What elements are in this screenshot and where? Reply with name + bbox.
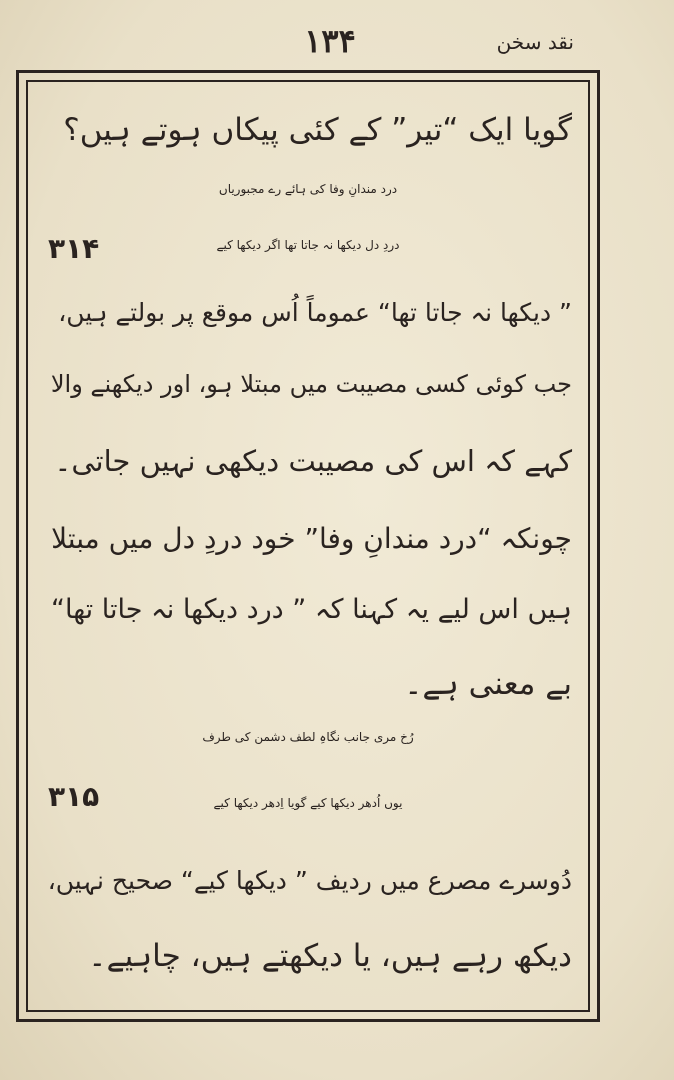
verse-314-line-1: درد مندانِ وفا کی ہائے رے مجبوریاں <box>218 182 398 196</box>
commentary-314-line: بے معنی ہے۔ <box>404 666 572 702</box>
verse-314-line-2: دردِ دل دیکھا نہ جاتا تھا اگر دیکھا کیے <box>216 238 400 252</box>
commentary-314-line: جب کوئی کسی مصیبت میں مبتلا ہو، اور دیکھنے والا <box>50 370 572 398</box>
running-title: نقد سخن <box>496 30 574 54</box>
page-body <box>34 90 582 1002</box>
page-number: ۱۳۴ <box>304 22 356 60</box>
commentary-315-line: دیکھ رہے ہیں، یا دیکھتے ہیں، چاہیے۔ <box>88 938 572 974</box>
verse-315-line-1: رُخ مری جانب نگاہِ لطف دشمن کی طرف <box>202 730 414 744</box>
verse-315-number: ۳۱۵ <box>48 780 100 813</box>
opening-line: گویا ایک “تیر” کے کئی پیکاں ہوتے ہیں؟ <box>63 112 572 148</box>
commentary-315-line: دُوسرے مصرع میں ردیف ” دیکھا کیے“ صحیح نہیں، <box>47 866 572 895</box>
commentary-314-line: ” دیکھا نہ جاتا تھا“ عموماً اُس موقع پر بولتے ہیں، <box>58 298 572 327</box>
commentary-314-line: کہے کہ اس کی مصیبت دیکھی نہیں جاتی۔ <box>54 444 572 478</box>
commentary-314-line: چونکہ “درد مندانِ وفا” خود دردِ دل میں مبتلا <box>51 522 572 555</box>
verse-314-number: ۳۱۴ <box>48 232 100 265</box>
verse-315-line-2: یوں اُدھر دیکھا کیے گویا اِدھر دیکھا کیے <box>213 796 403 810</box>
commentary-314-line: ہیں اس لیے یہ کہنا کہ ” درد دیکھا نہ جاتا تھا“ <box>50 594 572 625</box>
